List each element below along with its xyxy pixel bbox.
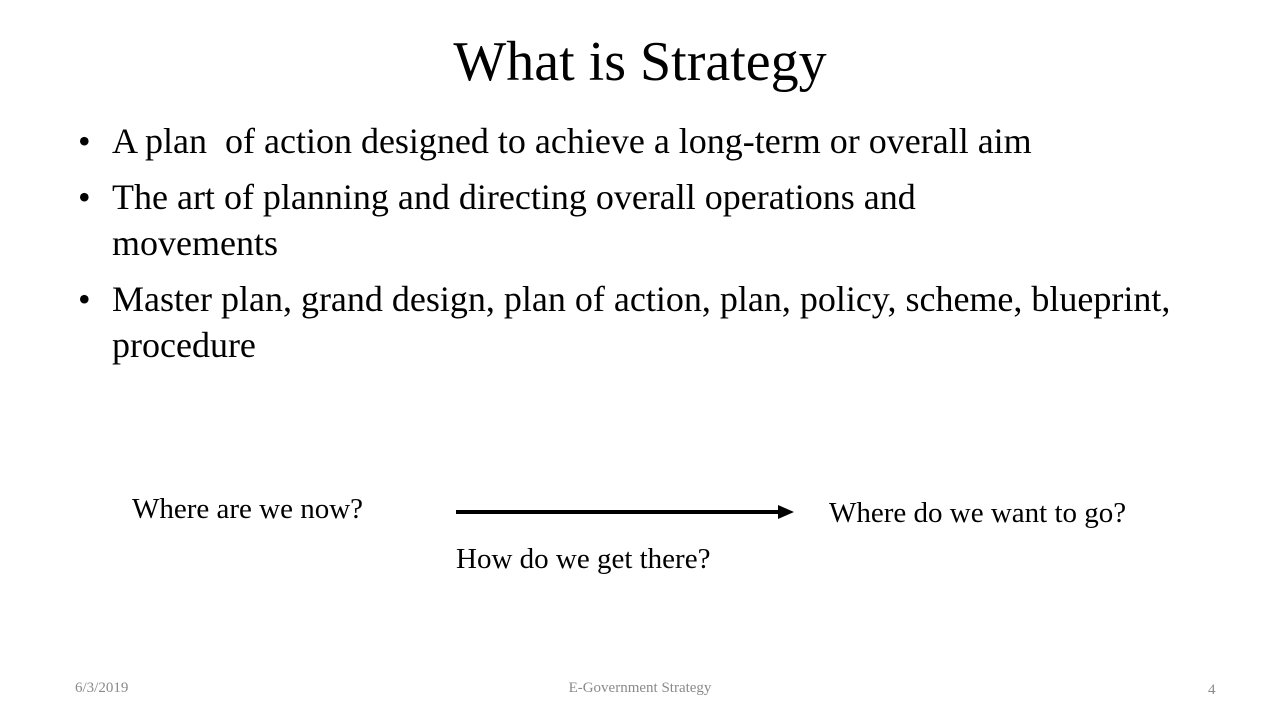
current-state-label: Where are we now?	[132, 493, 364, 525]
footer-date: 6/3/2019	[75, 680, 129, 696]
arrow-head	[778, 505, 794, 519]
bullet-item	[78, 174, 1218, 266]
bullet-item	[78, 276, 1218, 368]
page-number: 4	[1208, 682, 1216, 698]
bullet-text: Master plan, grand design, plan of action, plan, policy, scheme, blueprint, procedure	[112, 279, 1171, 365]
target-state-label: Where do we want to go?	[829, 497, 1127, 529]
bullet-marker: •	[78, 121, 91, 161]
bullet-item	[78, 118, 1218, 164]
slide-title: What is Strategy	[453, 31, 827, 93]
bullet-text: The art of planning and directing overall operations and movements	[112, 177, 916, 263]
bullet-marker: •	[78, 279, 91, 319]
arrow-right-icon	[456, 502, 796, 522]
path-question-label: How do we get there?	[456, 543, 711, 575]
bullet-list	[78, 118, 1218, 378]
footer-title: E-Government Strategy	[568, 680, 712, 696]
bullet-marker: •	[78, 177, 91, 217]
bullet-text: A plan of action designed to achieve a long-term or overall aim	[112, 121, 1032, 161]
